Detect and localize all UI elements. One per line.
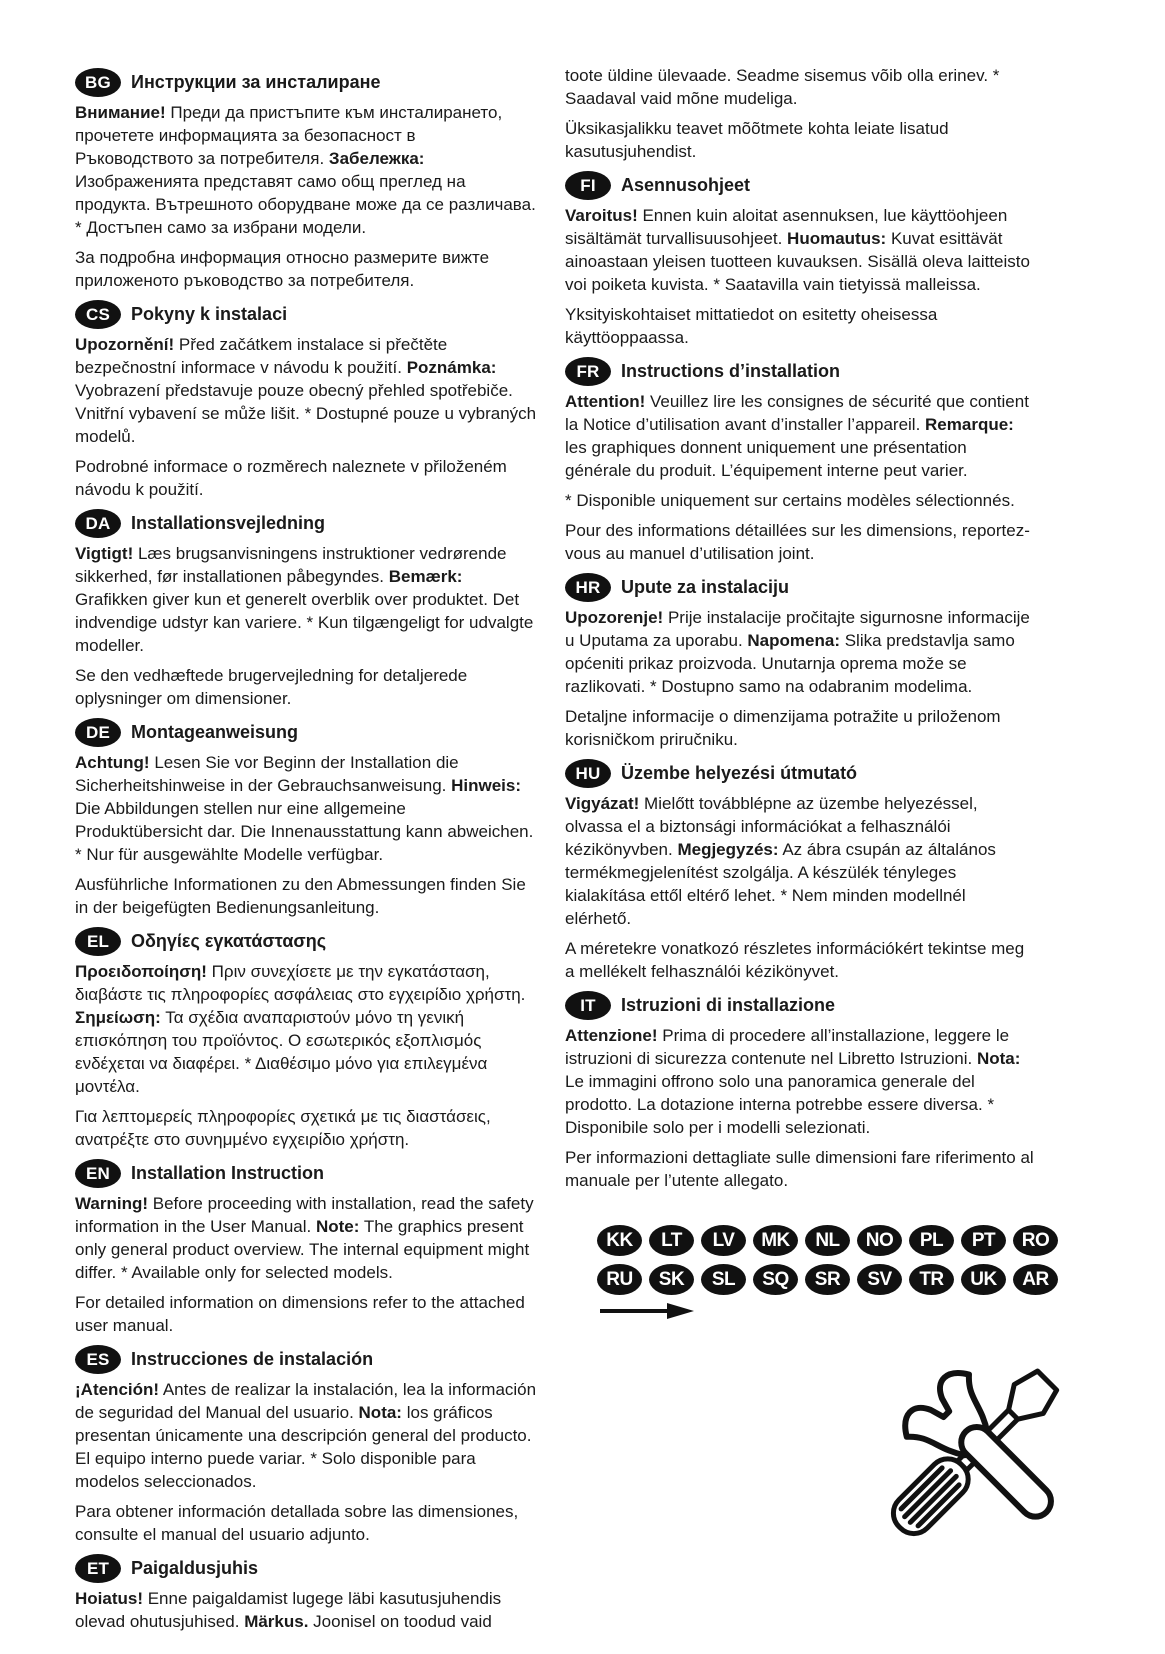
text-run: Enne paigaldamist lugege läbi kasutusjuhendis olevad ohutusjuhised. [75, 1589, 502, 1631]
language-section-el [75, 927, 538, 1151]
section-header [565, 573, 1035, 602]
language-badge-hu: HU [565, 759, 611, 788]
text-run: Antes de realizar la instalación, lea la información de seguridad del Manual del usuario. [75, 1380, 537, 1422]
language-section-it [565, 991, 1035, 1192]
section-paragraph [565, 937, 1035, 983]
bold-text-run: Poznámka: [406, 358, 497, 377]
language-badge-no: NO [857, 1225, 902, 1256]
text-run: Před začátkem instalace si přečtěte bezpečnostní informace v návodu k použití. [75, 335, 448, 377]
text-run: Lesen Sie vor Beginn der Installation die Sicherheitshinweise in der Gebrauchsanweisung. [75, 753, 459, 795]
section-title: Upute za instalaciju [621, 576, 790, 597]
language-badge-nl: NL [805, 1225, 850, 1256]
text-run: Yksityiskohtaiset mittatiedot on esitetty oheisessa käyttöoppaassa. [565, 305, 938, 347]
section-paragraph [565, 1146, 1035, 1192]
other-languages-badges [597, 1225, 1058, 1295]
language-section-de [75, 718, 538, 919]
section-paragraph [565, 64, 1035, 110]
section-header [565, 357, 1035, 386]
language-badge-et: ET [75, 1554, 121, 1583]
section-paragraph [565, 792, 1035, 930]
text-run: Detaljne informacije o dimenzijama potražite u priloženom korisničkom priručniku. [565, 707, 1001, 749]
section-paragraph [75, 1192, 538, 1284]
text-run: Die Abbildungen stellen nur eine allgemeine Produktübersicht dar. Die Innenausstattung kann abweichen. * Nur für ausgewählte Modelle verfügbar. [75, 799, 534, 864]
bold-text-run: Achtung! [75, 753, 150, 772]
bold-text-run: Nota: [358, 1403, 402, 1422]
section-header [565, 759, 1035, 788]
language-badge-bg: BG [75, 68, 121, 97]
text-run: Prima di procedere all’installazione, leggere le istruzioni di sicurezza contenute nel Libretto Istruzioni. [565, 1026, 1010, 1068]
section-paragraph [75, 1500, 538, 1546]
bold-text-run: Забележка: [328, 149, 425, 168]
section-title: Montageanweisung [131, 721, 299, 742]
language-section-fr [565, 357, 1035, 565]
section-header [565, 991, 1035, 1020]
language-badge-es: ES [75, 1345, 121, 1374]
section-title: Installationsvejledning [131, 512, 326, 533]
text-run: Prije instalacije pročitajte sigurnosne informacije u Uputama za uporabu. [565, 608, 1030, 650]
section-paragraph [75, 1105, 538, 1151]
text-run: Vyobrazení představuje pouze obecný přehled spotřebiče. Vnitřní vybavení se může lišit. * Dostupné pouze u vybraných modelů. [75, 381, 537, 446]
bold-text-run: Hinweis: [451, 776, 522, 795]
section-paragraph [565, 204, 1035, 296]
text-run: Τα σχέδια αναπαριστούν μόνο τη γενική επισκόπηση του προϊόντος. Ο εσωτερικός εξοπλισμός ενδέχεται να διαφέρει. * Διαθέσιμο μόνο για επιλεγμένα μοντέλα. [75, 1008, 488, 1096]
section-paragraph [75, 664, 538, 710]
section-header [565, 171, 1035, 200]
language-badge-el: EL [75, 927, 121, 956]
text-run: Se den vedhæftede brugervejledning for detaljerede oplysninger om dimensioner. [75, 666, 468, 708]
wrench-and-screwdriver-icon [876, 1330, 1088, 1561]
text-run: Ausführliche Informationen zu den Abmessungen finden Sie in der beigefügten Bedienungsanleitung. [75, 875, 526, 917]
bold-text-run: Σημείωση: [75, 1008, 161, 1027]
text-run: The graphics present only general product overview. The internal equipment might differ. * Available only for selected models. [75, 1217, 530, 1282]
right-arrow-icon [599, 1301, 695, 1326]
language-badge-kk: KK [597, 1225, 642, 1256]
section-paragraph [565, 705, 1035, 751]
language-section-hr [565, 573, 1035, 751]
language-badge-fr: FR [565, 357, 611, 386]
column-left [75, 64, 538, 1641]
bold-text-run: Märkus. [244, 1612, 309, 1631]
section-paragraph [565, 303, 1035, 349]
bold-text-run: Attenzione! [565, 1026, 658, 1045]
language-section-continuation [565, 64, 1035, 163]
text-run: Before proceeding with installation, read the safety information in the User Manual. [75, 1194, 534, 1236]
language-section-en [75, 1159, 538, 1337]
bold-text-run: Vigtigt! [75, 544, 134, 563]
bold-text-run: Upozorenje! [565, 608, 664, 627]
text-run: los gráficos presentan únicamente una descripción general del producto. El equipo interno puede variar. * Solo disponible para modelos seleccionados. [75, 1403, 532, 1491]
section-paragraph [75, 1291, 538, 1337]
language-badge-pl: PL [909, 1225, 954, 1256]
language-badge-mk: MK [753, 1225, 798, 1256]
text-run: Grafikken giver kun et generelt overblik over produktet. Det indvendige udstyr kan variere. * Kun tilgængeligt for udvalgte modeller. [75, 590, 534, 655]
text-run: Πριν συνεχίσετε με την εγκατάσταση, διαβάστε τις πληροφορίες ασφάλειας στο εγχειρίδιο χρήστη. [75, 962, 526, 1004]
section-header [75, 300, 538, 329]
text-run: За подробна информация относно размерите вижте приложеното ръководство за потребителя. [75, 248, 490, 290]
language-section-es [75, 1345, 538, 1546]
language-badge-de: DE [75, 718, 121, 747]
language-badge-pt: PT [961, 1225, 1006, 1256]
bold-text-run: Upozornění! [75, 335, 175, 354]
language-badge-lt: LT [649, 1225, 694, 1256]
section-header [75, 718, 538, 747]
language-badge-da: DA [75, 509, 121, 538]
language-badge-sl: SL [701, 1264, 746, 1295]
language-badge-fi: FI [565, 171, 611, 200]
text-run: Pour des informations détaillées sur les dimensions, reportez-vous au manuel d’utilisation joint. [565, 521, 1030, 563]
text-run: Üksikasjalikku teavet mõõtmete kohta leiate lisatud kasutusjuhendist. [565, 119, 949, 161]
language-badge-ar: AR [1013, 1264, 1058, 1295]
text-run: Læs brugsanvisningens instruktioner vedrørende sikkerhed, før installationen påbegyndes. [75, 544, 507, 586]
text-run: Per informazioni dettagliate sulle dimensioni fare riferimento al manuale per l’utente allegato. [565, 1148, 1034, 1190]
text-run: Преди да пристъпите към инсталирането, прочетете информацията за безопасност в Ръководството за потребителя. [75, 103, 503, 168]
section-title: Paigaldusjuhis [131, 1557, 259, 1578]
language-section-da [75, 509, 538, 710]
text-run: A méretekre vonatkozó részletes információkért tekintse meg a mellékelt felhasználói kézikönyvet. [565, 939, 1025, 981]
bold-text-run: Προειδοποίηση! [75, 962, 207, 981]
section-title: Üzembe helyezési útmutató [621, 762, 858, 783]
language-badge-sv: SV [857, 1264, 902, 1295]
bold-text-run: Bemærk: [388, 567, 463, 586]
section-header [75, 927, 538, 956]
text-run: Slika predstavlja samo općeniti prikaz proizvoda. Unutarnja oprema može se razlikovati. * Dostupno samo na odabranim modelima. [565, 631, 1015, 696]
bold-text-run: Внимание! [75, 103, 166, 122]
text-run: Az ábra csupán az általános termékmegjelenítést szolgálja. A készülék tényleges kialakítása ettől eltérő lehet. * Nem minden modellnél elérhető. [565, 840, 996, 928]
section-paragraph [75, 751, 538, 866]
section-title: Asennusohjeet [621, 174, 751, 195]
language-section-et [75, 1554, 538, 1633]
section-paragraph [75, 455, 538, 501]
section-paragraph [75, 101, 538, 239]
section-paragraph [75, 333, 538, 448]
section-title: Instructions d’installation [621, 360, 841, 381]
bold-text-run: Note: [315, 1217, 360, 1236]
section-paragraph [565, 606, 1035, 698]
section-header [75, 1345, 538, 1374]
section-paragraph [565, 489, 1035, 512]
bold-text-run: Remarque: [925, 415, 1014, 434]
bold-text-run: Warning! [75, 1194, 149, 1213]
text-run: Ennen kuin aloitat asennuksen, lue käyttöohjeen sisältämät turvallisuusohjeet. [565, 206, 1008, 248]
section-title: Инструкции за инсталиране [131, 71, 381, 92]
section-paragraph [565, 117, 1035, 163]
text-run: * Disponible uniquement sur certains modèles sélectionnés. [565, 491, 1015, 510]
text-run: toote üldine ülevaade. Seadme sisemus võib olla erinev. * Saadaval vaid mõne mudeliga. [565, 66, 1000, 108]
text-run: Изображенията представят само общ преглед на продукта. Вътрешното оборудване може да се различава. * Достъпен само за избрани модели. [75, 172, 536, 237]
bold-text-run: Varoitus! [565, 206, 638, 225]
language-badge-hr: HR [565, 573, 611, 602]
text-run: For detailed information on dimensions refer to the attached user manual. [75, 1293, 525, 1335]
language-badge-ro: RO [1013, 1225, 1058, 1256]
language-section-cs [75, 300, 538, 501]
badge-row [597, 1225, 1058, 1256]
bold-text-run: Megjegyzés: [677, 840, 779, 859]
bold-text-run: Nota: [976, 1049, 1021, 1068]
language-badge-uk: UK [961, 1264, 1006, 1295]
text-run: Veuillez lire les consignes de sécurité que contient la Notice d’utilisation avant d’installer l’appareil. [565, 392, 1029, 434]
language-section-fi [565, 171, 1035, 349]
text-run: les graphiques donnent uniquement une présentation générale du produit. L’équipement interne peut varier. [565, 438, 968, 480]
section-paragraph [565, 519, 1035, 565]
text-run: Le immagini offrono solo una panoramica generale del prodotto. La dotazione interna potrebbe essere diversa. * Disponibile solo per i modelli selezionati. [565, 1072, 995, 1137]
section-paragraph [75, 873, 538, 919]
language-badge-sq: SQ [753, 1264, 798, 1295]
section-header [75, 509, 538, 538]
language-badge-sk: SK [649, 1264, 694, 1295]
bold-text-run: Huomautus: [787, 229, 887, 248]
section-paragraph [75, 960, 538, 1098]
language-badge-ru: RU [597, 1264, 642, 1295]
badge-row [597, 1264, 1058, 1295]
section-paragraph [75, 246, 538, 292]
bold-text-run: Attention! [565, 392, 646, 411]
section-title: Istruzioni di installazione [621, 994, 836, 1015]
section-paragraph [75, 1587, 538, 1633]
section-header [75, 1159, 538, 1188]
language-badge-cs: CS [75, 300, 121, 329]
section-header [75, 68, 538, 97]
text-run: Podrobné informace o rozměrech naleznete v přiloženém návodu k použití. [75, 457, 507, 499]
column-right [565, 64, 1035, 1200]
language-section-bg [75, 68, 538, 292]
section-paragraph [75, 542, 538, 657]
section-header [75, 1554, 538, 1583]
bold-text-run: Hoiatus! [75, 1589, 143, 1608]
bold-text-run: Vigyázat! [565, 794, 640, 813]
text-run: Para obtener información detallada sobre las dimensiones, consulte el manual del usuario adjunto. [75, 1502, 519, 1544]
section-paragraph [75, 1378, 538, 1493]
text-run: Joonisel on toodud vaid [308, 1612, 492, 1631]
section-title: Οδηγίες εγκατάστασης [131, 930, 327, 951]
section-paragraph [565, 1024, 1035, 1139]
language-badge-en: EN [75, 1159, 121, 1188]
text-run: Για λεπτομερείς πληροφορίες σχετικά με τις διαστάσεις, ανατρέξτε στο συνημμένο εγχειρίδιο χρήστη. [75, 1107, 491, 1149]
section-title: Instrucciones de instalación [131, 1348, 374, 1369]
language-badge-tr: TR [909, 1264, 954, 1295]
bold-text-run: ¡Atención! [75, 1380, 160, 1399]
text-run: Kuvat esittävät ainoastaan yleisen tuotteen kuvauksen. Sisällä oleva laitteisto voi poiketa kuvista. * Saatavilla vain tietyissä malleissa. [565, 229, 1030, 294]
section-title: Installation Instruction [131, 1162, 325, 1183]
section-title: Pokyny k instalaci [131, 303, 288, 324]
bold-text-run: Napomena: [747, 631, 840, 650]
language-badge-sr: SR [805, 1264, 850, 1295]
language-section-hu [565, 759, 1035, 983]
section-paragraph [565, 390, 1035, 482]
language-badge-it: IT [565, 991, 611, 1020]
text-run: Mielőtt továbblépne az üzembe helyezéssel, olvassa el a biztonsági információkat a felhasználói kézikönyvben. [565, 794, 978, 859]
language-badge-lv: LV [701, 1225, 746, 1256]
